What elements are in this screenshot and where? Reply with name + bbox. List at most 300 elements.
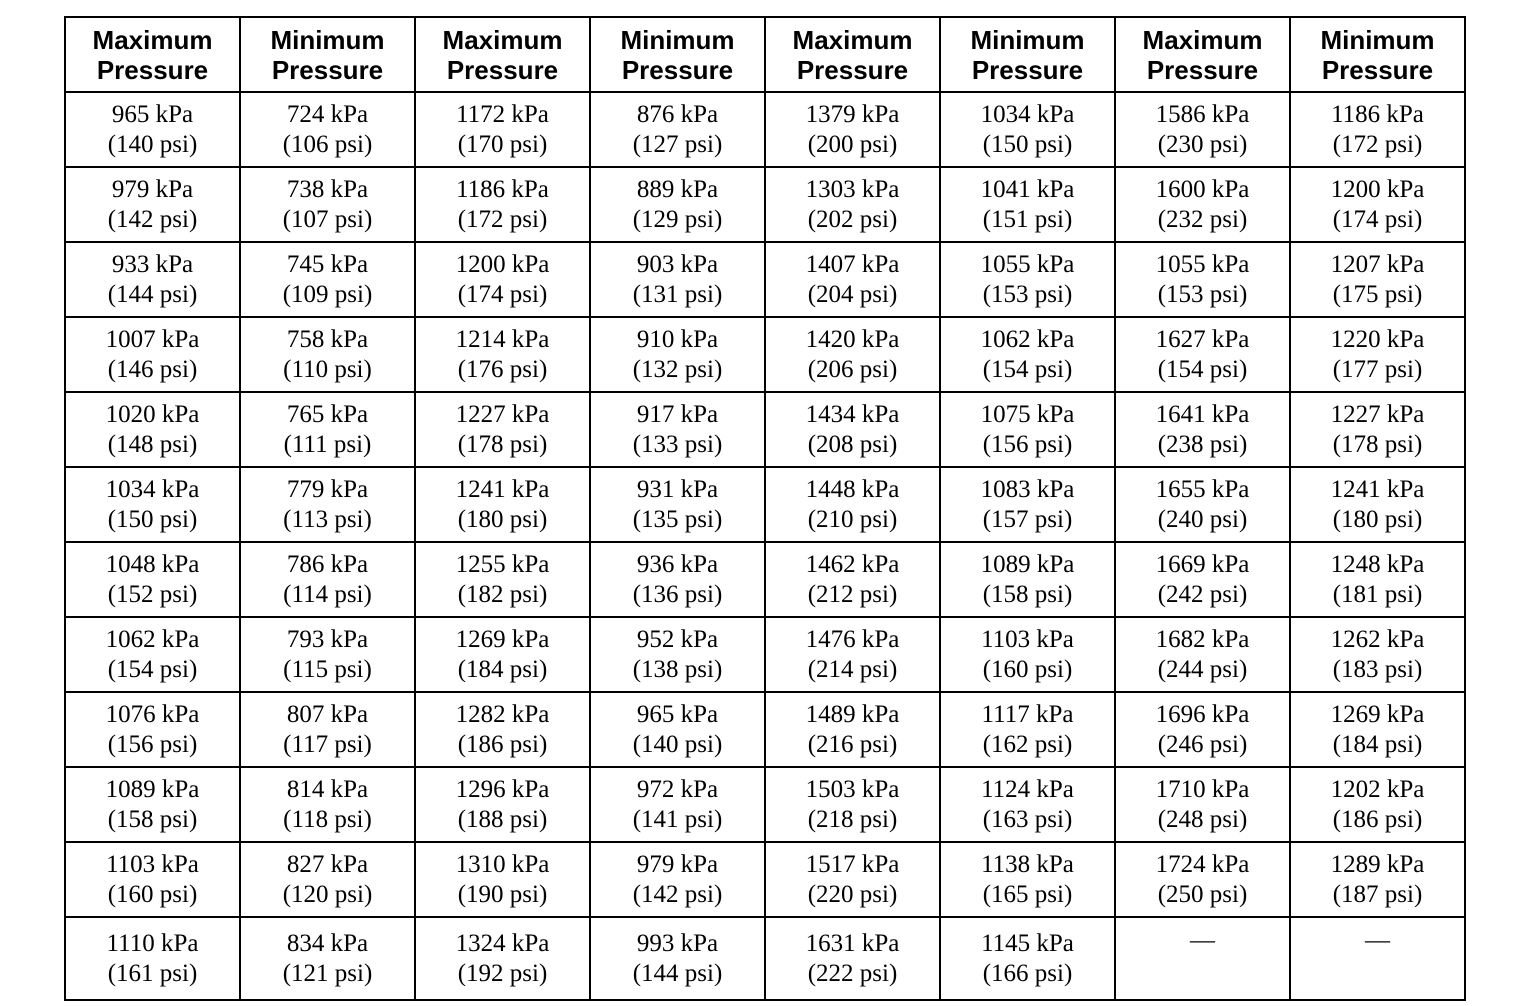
table-cell [940, 317, 1115, 392]
cell-line: (107 psi) [282, 205, 373, 233]
table-row [65, 392, 1465, 467]
cell-line: (202 psi) [807, 205, 898, 233]
cell-line: (242 psi) [1157, 580, 1248, 608]
cell-line: (127 psi) [632, 130, 723, 158]
cell-line: (154 psi) [982, 355, 1073, 383]
cell-line: (109 psi) [282, 280, 373, 308]
cell-line: 1172 kPa [456, 100, 549, 128]
cell-line: 1089 kPa [105, 775, 200, 803]
cell-line: 876 kPa [636, 100, 719, 128]
table-cell [240, 92, 415, 167]
cell-line: 952 kPa [636, 625, 719, 653]
cell-line: (186 psi) [1332, 805, 1423, 833]
table-cell [415, 317, 590, 392]
table-cell [415, 542, 590, 617]
table-cell [590, 242, 765, 317]
cell-line: (135 psi) [632, 505, 723, 533]
table-cell [65, 617, 240, 692]
cell-line: 834 kPa [286, 929, 369, 957]
cell-line: 1462 kPa [805, 550, 900, 578]
column-header-line: Pressure [1321, 54, 1434, 85]
table-cell [940, 692, 1115, 767]
cell-line: 1186 kPa [456, 175, 549, 203]
table-cell [940, 242, 1115, 317]
table-cell [240, 167, 415, 242]
cell-line: 793 kPa [286, 625, 369, 653]
cell-line: (200 psi) [807, 130, 898, 158]
table-cell [240, 467, 415, 542]
column-header-line: Minimum [970, 24, 1085, 55]
cell-line: 965 kPa [111, 100, 194, 128]
table-cell [65, 317, 240, 392]
column-header-line: Maximum [92, 24, 213, 55]
cell-line: 745 kPa [286, 250, 369, 278]
table-cell [65, 92, 240, 167]
table-cell [415, 617, 590, 692]
table-cell [1290, 767, 1465, 842]
cell-line: (151 psi) [982, 205, 1073, 233]
cell-line: 1007 kPa [105, 325, 200, 353]
table-cell [240, 842, 415, 917]
table-cell [940, 392, 1115, 467]
cell-line: 1476 kPa [805, 625, 900, 653]
column-header [940, 17, 1115, 92]
table-cell [415, 392, 590, 467]
cell-line: 936 kPa [636, 550, 719, 578]
table-cell [1115, 392, 1290, 467]
cell-line: 1682 kPa [1155, 625, 1250, 653]
cell-line: (177 psi) [1332, 355, 1423, 383]
cell-line: 1434 kPa [805, 400, 900, 428]
cell-line: 1076 kPa [105, 700, 200, 728]
cell-line: 1034 kPa [980, 100, 1075, 128]
cell-line: 1103 kPa [106, 850, 199, 878]
cell-line: 1214 kPa [455, 325, 550, 353]
cell-line: 786 kPa [286, 550, 369, 578]
table-cell [1290, 92, 1465, 167]
table-cell [940, 467, 1115, 542]
cell-line: 1055 kPa [1155, 250, 1250, 278]
table-cell [1290, 542, 1465, 617]
cell-line: (186 psi) [457, 730, 548, 758]
cell-line: 1075 kPa [980, 400, 1075, 428]
table-cell [1115, 842, 1290, 917]
table-cell [1115, 917, 1290, 1000]
cell-line: 979 kPa [636, 850, 719, 878]
cell-line: 965 kPa [636, 700, 719, 728]
table-cell [765, 92, 940, 167]
cell-line: (160 psi) [107, 880, 198, 908]
table-row [65, 692, 1465, 767]
table-cell [65, 242, 240, 317]
table-cell [240, 392, 415, 467]
table-cell [940, 92, 1115, 167]
cell-line: 1110 kPa [106, 929, 199, 957]
cell-line: 1262 kPa [1330, 625, 1425, 653]
cell-line: (230 psi) [1157, 130, 1248, 158]
cell-line: (142 psi) [632, 880, 723, 908]
cell-line: (178 psi) [457, 430, 548, 458]
table-cell [1115, 767, 1290, 842]
cell-line: (172 psi) [1332, 130, 1423, 158]
table-cell [1115, 542, 1290, 617]
column-header-line: Pressure [621, 54, 734, 85]
table-cell [1290, 317, 1465, 392]
cell-line: 1489 kPa [805, 700, 900, 728]
cell-line: 1269 kPa [1330, 700, 1425, 728]
table-cell [415, 242, 590, 317]
cell-line: — [1365, 927, 1390, 954]
table-cell [240, 317, 415, 392]
table-cell [765, 392, 940, 467]
cell-line: (210 psi) [807, 505, 898, 533]
column-header-line: Pressure [271, 54, 384, 85]
cell-line: 931 kPa [636, 475, 719, 503]
table-cell [240, 242, 415, 317]
cell-line: 903 kPa [636, 250, 719, 278]
table-cell [590, 167, 765, 242]
table-cell [1290, 692, 1465, 767]
cell-line: (163 psi) [982, 805, 1073, 833]
table-cell [590, 467, 765, 542]
table-cell [1115, 92, 1290, 167]
cell-line: 1269 kPa [455, 625, 550, 653]
cell-line: (157 psi) [982, 505, 1073, 533]
cell-line: 1255 kPa [455, 550, 550, 578]
cell-line: (166 psi) [982, 959, 1073, 987]
cell-line: 1227 kPa [1330, 400, 1425, 428]
cell-line: (248 psi) [1157, 805, 1248, 833]
cell-line: 1220 kPa [1330, 325, 1425, 353]
cell-line: (113 psi) [283, 505, 372, 533]
column-header [240, 17, 415, 92]
cell-line: 1696 kPa [1155, 700, 1250, 728]
cell-line: (131 psi) [632, 280, 723, 308]
cell-line: 724 kPa [286, 100, 369, 128]
cell-line: (176 psi) [457, 355, 548, 383]
table-row [65, 242, 1465, 317]
cell-line: (216 psi) [807, 730, 898, 758]
cell-line: 1710 kPa [1155, 775, 1250, 803]
table-cell [765, 542, 940, 617]
cell-line: 1669 kPa [1155, 550, 1250, 578]
cell-line: (142 psi) [107, 205, 198, 233]
table-cell [765, 842, 940, 917]
cell-line: 1200 kPa [455, 250, 550, 278]
cell-line: 1310 kPa [455, 850, 550, 878]
cell-line: (182 psi) [457, 580, 548, 608]
cell-line: 1296 kPa [455, 775, 550, 803]
table-cell [590, 617, 765, 692]
column-header [765, 17, 940, 92]
cell-line: (115 psi) [283, 655, 372, 683]
column-header-line: Maximum [792, 24, 913, 55]
table-row [65, 467, 1465, 542]
cell-line: 1138 kPa [981, 850, 1074, 878]
cell-line: (244 psi) [1157, 655, 1248, 683]
header-row [65, 17, 1465, 92]
cell-line: 1289 kPa [1330, 850, 1425, 878]
table-cell [65, 842, 240, 917]
cell-line: (129 psi) [632, 205, 723, 233]
cell-line: 993 kPa [636, 929, 719, 957]
cell-line: (165 psi) [982, 880, 1073, 908]
cell-line: (150 psi) [107, 505, 198, 533]
table-cell [590, 392, 765, 467]
table-cell [590, 842, 765, 917]
table-cell [1290, 167, 1465, 242]
table-cell [415, 842, 590, 917]
cell-line: 917 kPa [636, 400, 719, 428]
cell-line: (156 psi) [982, 430, 1073, 458]
cell-line: (180 psi) [1332, 505, 1423, 533]
column-header-line: Minimum [270, 24, 385, 55]
table-cell [765, 617, 940, 692]
cell-line: (232 psi) [1157, 205, 1248, 233]
column-header-line: Minimum [620, 24, 735, 55]
cell-line: 1034 kPa [105, 475, 200, 503]
cell-line: (174 psi) [457, 280, 548, 308]
cell-line: 1062 kPa [980, 325, 1075, 353]
cell-line: 1517 kPa [805, 850, 900, 878]
cell-line: 1724 kPa [1155, 850, 1250, 878]
cell-line: (204 psi) [807, 280, 898, 308]
cell-line: 1448 kPa [805, 475, 900, 503]
cell-line: (170 psi) [457, 130, 548, 158]
cell-line: (160 psi) [982, 655, 1073, 683]
table-cell [765, 767, 940, 842]
cell-line: (184 psi) [1332, 730, 1423, 758]
cell-line: (222 psi) [807, 959, 898, 987]
cell-line: 1207 kPa [1330, 250, 1425, 278]
table-cell [940, 542, 1115, 617]
table-cell [65, 467, 240, 542]
cell-line: 1248 kPa [1330, 550, 1425, 578]
cell-line: (240 psi) [1157, 505, 1248, 533]
pressure-table [64, 16, 1466, 1001]
cell-line: (132 psi) [632, 355, 723, 383]
cell-line: 1103 kPa [981, 625, 1074, 653]
cell-line: 1048 kPa [105, 550, 200, 578]
table-cell [1290, 467, 1465, 542]
column-header [1115, 17, 1290, 92]
table-cell [1290, 242, 1465, 317]
cell-line: (187 psi) [1332, 880, 1423, 908]
cell-line: (174 psi) [1332, 205, 1423, 233]
cell-line: (190 psi) [457, 880, 548, 908]
table-cell [240, 767, 415, 842]
cell-line: 1202 kPa [1330, 775, 1425, 803]
cell-line: 1041 kPa [980, 175, 1075, 203]
cell-line: 827 kPa [286, 850, 369, 878]
cell-line: 1020 kPa [105, 400, 200, 428]
cell-line: (175 psi) [1332, 280, 1423, 308]
cell-line: (183 psi) [1332, 655, 1423, 683]
table-cell [240, 917, 415, 1000]
table-cell [65, 917, 240, 1000]
cell-line: (214 psi) [807, 655, 898, 683]
table-cell [765, 692, 940, 767]
column-header-line: Pressure [96, 54, 209, 85]
cell-line: (188 psi) [457, 805, 548, 833]
cell-line: 889 kPa [636, 175, 719, 203]
table-row [65, 917, 1465, 1000]
cell-line: (121 psi) [282, 959, 373, 987]
table-cell [65, 692, 240, 767]
table-cell [940, 167, 1115, 242]
cell-line: 758 kPa [286, 325, 369, 353]
table-cell [1115, 692, 1290, 767]
cell-line: 765 kPa [286, 400, 369, 428]
table-cell [1115, 167, 1290, 242]
table-cell [940, 917, 1115, 1000]
table-cell [590, 317, 765, 392]
cell-line: 1089 kPa [980, 550, 1075, 578]
table-cell [765, 167, 940, 242]
cell-line: 933 kPa [111, 250, 194, 278]
table-cell [590, 692, 765, 767]
cell-line: (111 psi) [283, 430, 372, 458]
cell-line: 1324 kPa [455, 929, 550, 957]
table-cell [1290, 392, 1465, 467]
column-header-line: Minimum [1320, 24, 1435, 55]
cell-line: — [1190, 927, 1215, 954]
cell-line: 1303 kPa [805, 175, 900, 203]
table-cell [1115, 467, 1290, 542]
cell-line: 1600 kPa [1155, 175, 1250, 203]
cell-line: (138 psi) [632, 655, 723, 683]
cell-line: (153 psi) [1157, 280, 1248, 308]
table-cell [765, 317, 940, 392]
cell-line: 1241 kPa [1330, 475, 1425, 503]
cell-line: (133 psi) [632, 430, 723, 458]
table-cell [240, 542, 415, 617]
table-row [65, 767, 1465, 842]
table-cell [1290, 917, 1465, 1000]
table-cell [415, 467, 590, 542]
cell-line: 1631 kPa [805, 929, 900, 957]
table-cell [765, 242, 940, 317]
table-cell [65, 542, 240, 617]
table-row [65, 92, 1465, 167]
cell-line: (178 psi) [1332, 430, 1423, 458]
cell-line: 1124 kPa [981, 775, 1074, 803]
cell-line: 1627 kPa [1155, 325, 1250, 353]
cell-line: 1186 kPa [1331, 100, 1424, 128]
cell-line: (162 psi) [982, 730, 1073, 758]
table-cell [765, 917, 940, 1000]
cell-line: (220 psi) [807, 880, 898, 908]
cell-line: 1062 kPa [105, 625, 200, 653]
table-cell [65, 767, 240, 842]
cell-line: 1117 kPa [981, 700, 1074, 728]
table-cell [940, 617, 1115, 692]
table-cell [65, 167, 240, 242]
column-header [65, 17, 240, 92]
cell-line: 1200 kPa [1330, 175, 1425, 203]
column-header-line: Maximum [442, 24, 563, 55]
column-header [1290, 17, 1465, 92]
cell-line: (114 psi) [283, 580, 372, 608]
cell-line: (153 psi) [982, 280, 1073, 308]
cell-line: (180 psi) [457, 505, 548, 533]
cell-line: 1503 kPa [805, 775, 900, 803]
cell-line: (141 psi) [632, 805, 723, 833]
cell-line: 1145 kPa [981, 929, 1074, 957]
cell-line: (184 psi) [457, 655, 548, 683]
cell-line: (158 psi) [982, 580, 1073, 608]
table-cell [240, 617, 415, 692]
cell-line: 1407 kPa [805, 250, 900, 278]
table-row [65, 317, 1465, 392]
cell-line: (146 psi) [107, 355, 198, 383]
cell-line: (181 psi) [1332, 580, 1423, 608]
cell-line: (161 psi) [107, 959, 198, 987]
cell-line: (110 psi) [283, 355, 372, 383]
table-row [65, 842, 1465, 917]
table-cell [940, 767, 1115, 842]
cell-line: (212 psi) [807, 580, 898, 608]
cell-line: (118 psi) [283, 805, 372, 833]
table-cell [590, 92, 765, 167]
cell-line: (154 psi) [1157, 355, 1248, 383]
cell-line: 1227 kPa [455, 400, 550, 428]
cell-line: (117 psi) [283, 730, 372, 758]
table-cell [415, 167, 590, 242]
cell-line: 1055 kPa [980, 250, 1075, 278]
cell-line: 1083 kPa [980, 475, 1075, 503]
cell-line: 1420 kPa [805, 325, 900, 353]
column-header [415, 17, 590, 92]
cell-line: (150 psi) [982, 130, 1073, 158]
table-cell [1290, 617, 1465, 692]
cell-line: (206 psi) [807, 355, 898, 383]
cell-line: 738 kPa [286, 175, 369, 203]
table-row [65, 542, 1465, 617]
cell-line: (158 psi) [107, 805, 198, 833]
table-cell [590, 917, 765, 1000]
cell-line: (140 psi) [632, 730, 723, 758]
table-row [65, 617, 1465, 692]
table-cell [415, 767, 590, 842]
table-cell [1115, 617, 1290, 692]
table-cell [1115, 242, 1290, 317]
cell-line: (136 psi) [632, 580, 723, 608]
table-cell [1290, 842, 1465, 917]
column-header-line: Pressure [446, 54, 559, 85]
cell-line: 779 kPa [286, 475, 369, 503]
column-header-line: Pressure [1146, 54, 1259, 85]
table-body [65, 92, 1465, 1000]
cell-line: (238 psi) [1157, 430, 1248, 458]
cell-line: (192 psi) [457, 959, 548, 987]
column-header [590, 17, 765, 92]
table-cell [415, 92, 590, 167]
cell-line: 1586 kPa [1155, 100, 1250, 128]
cell-line: (156 psi) [107, 730, 198, 758]
cell-line: 807 kPa [286, 700, 369, 728]
cell-line: 1379 kPa [805, 100, 900, 128]
table-cell [1115, 317, 1290, 392]
cell-line: (120 psi) [282, 880, 373, 908]
cell-line: 1641 kPa [1155, 400, 1250, 428]
cell-line: (172 psi) [457, 205, 548, 233]
cell-line: (246 psi) [1157, 730, 1248, 758]
table-cell [65, 392, 240, 467]
cell-line: 1241 kPa [455, 475, 550, 503]
cell-line: (144 psi) [107, 280, 198, 308]
cell-line: (106 psi) [282, 130, 373, 158]
